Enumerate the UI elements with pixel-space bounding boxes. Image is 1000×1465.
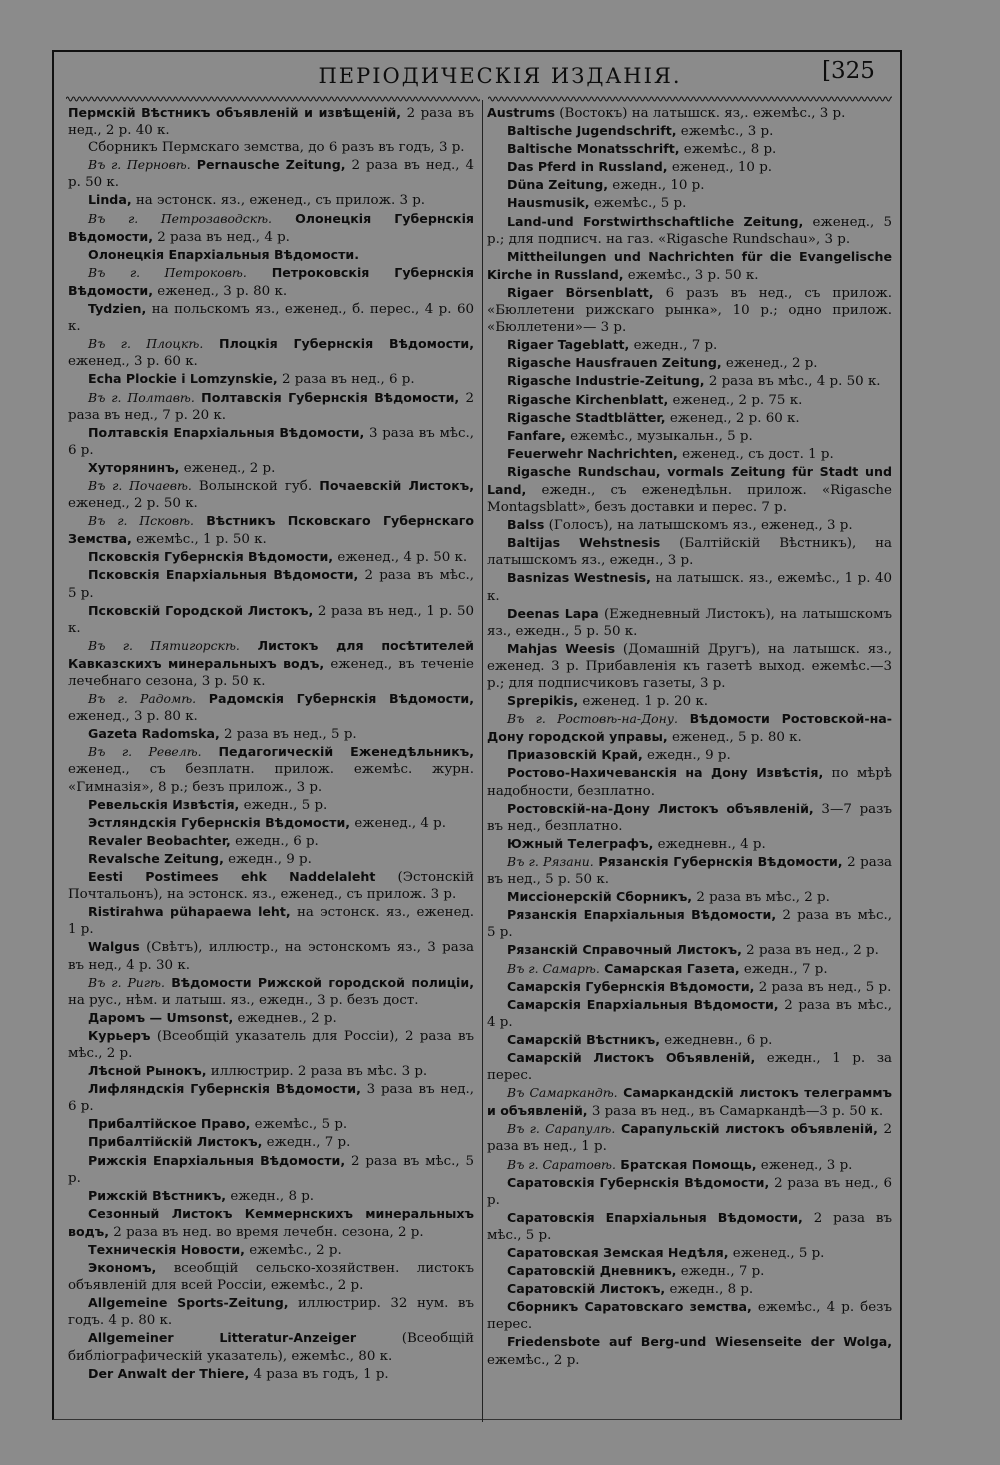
entry-details: еженед., 5 р.; для подписч. на газ. «Rigasche Rundschau», 3 р. — [487, 214, 892, 247]
periodical-entry — [487, 176, 892, 194]
entry-city: Въ г. Самарѣ. — [507, 960, 600, 976]
periodical-entry — [68, 389, 474, 424]
entry-title: Псковскія Губернскія Вѣдомости, — [88, 549, 334, 565]
periodical-entry — [68, 477, 474, 512]
periodical-entry — [68, 974, 474, 1009]
entry-details: ежедн., 7 р. — [262, 1135, 351, 1151]
entry-details: 2 раза въ мѣс., 2 р. — [692, 890, 830, 906]
entry-details: ежемѣс., 2 р. — [487, 1352, 580, 1368]
entry-title: Mittheilungen und Nachrichten für die Evangelische Kirche in Russland, — [487, 248, 892, 282]
entry-title: Рязанскія Епархіальныя Вѣдомости, — [507, 907, 777, 923]
periodical-entry — [68, 814, 474, 832]
periodical-entry — [487, 427, 892, 445]
entry-title: Düna Zeitung, — [507, 177, 609, 193]
periodical-entry — [68, 459, 474, 477]
entry-city: Въ г. Почаевѣ. — [88, 477, 192, 493]
entry-details: 2 раза въ нед., 2 р. — [741, 943, 879, 959]
entry-title: Псковскія Епархіальныя Вѣдомости, — [88, 567, 359, 583]
entry-title: Balss — [507, 517, 545, 533]
periodical-entry — [68, 832, 474, 850]
entry-details: на латышск. яз., ежемѣс., 1 р. 40 к. — [487, 571, 893, 604]
periodical-entry — [68, 246, 474, 264]
entry-details: ежемѣс., 1 р. 50 к. — [131, 532, 267, 548]
entry-title: Feuerwehr Nachrichten, — [507, 445, 678, 461]
entry-title: Приазовскій Край, — [507, 747, 643, 763]
periodical-entry — [487, 1031, 892, 1049]
entry-details: (Балтійскій Вѣстникъ), на латышскомъ яз., ежедн., 3 р. — [487, 536, 893, 569]
entry-details: 2 раза въ нед., 4 р. 50 к. — [68, 158, 474, 191]
entry-details: ежеднев., 2 р. — [233, 1010, 337, 1026]
entry-details: еженед., 3 р. 80 к. — [153, 283, 288, 299]
entry-title: Рижскій Вѣстникъ, — [88, 1187, 227, 1203]
periodical-entry — [487, 1262, 892, 1280]
entry-details: ежедн., 7 р. — [676, 1264, 765, 1280]
entry-title: Eesti Postimees ehk Naddelaleht — [88, 869, 376, 885]
periodical-entry — [68, 424, 474, 459]
entry-details: ежемѣс., 3 р. 50 к. — [623, 267, 759, 283]
entry-details: 2 раза въ нед., 4 р. — [153, 229, 290, 245]
entry-details: иллюстрир. 2 раза въ мѣс. 3 р. — [206, 1064, 428, 1080]
periodical-entry — [487, 1120, 892, 1155]
entry-details: еженед., 10 р. — [667, 160, 773, 176]
entry-details: ежемѣс., музыкальн., 5 р. — [565, 428, 753, 444]
entry-title: Rigasche Stadtblätter, — [507, 409, 666, 425]
entry-details: 2 раза въ нед., 5 р. — [219, 727, 357, 743]
periodical-entry — [68, 210, 474, 246]
page-title: ПЕРІОДИЧЕСКІЯ ИЗДАНІЯ. — [318, 64, 682, 88]
periodical-entry — [68, 1009, 474, 1027]
periodical-entry — [487, 372, 892, 390]
entry-details: ежедн., 7 р. — [629, 338, 718, 354]
periodical-entry — [68, 156, 474, 191]
periodical-entry — [487, 1244, 892, 1262]
periodical-entry — [487, 336, 892, 354]
entry-details: 3—7 разъ въ нед., безплатно. — [487, 801, 892, 834]
column-divider — [482, 100, 483, 1422]
entry-title: Полтавскія Губернскія Вѣдомости, — [194, 389, 460, 405]
entry-title: Linda, — [88, 192, 132, 208]
entry-city: Въ Самаркандѣ. — [507, 1085, 618, 1101]
periodical-entry — [68, 1365, 474, 1383]
entry-title: Сборникъ Саратовскаго земства, — [507, 1299, 752, 1315]
entry-title: Радомскія Губернскія Вѣдомости, — [196, 691, 474, 707]
periodical-entry — [68, 602, 474, 637]
entry-title: Basnizas Westnesis, — [507, 570, 651, 586]
entry-title: Самарскія Губернскія Вѣдомости, — [507, 978, 755, 994]
entry-details: ежедн., 8 р. — [226, 1188, 315, 1204]
periodical-entry — [68, 796, 474, 814]
entry-city: Въ г. Радомѣ. — [88, 691, 197, 707]
periodical-entry — [68, 743, 474, 795]
entry-title: Рязанскія Губернскія Вѣдомости, — [593, 853, 843, 869]
entry-details: на эстонск. яз., еженед. 1 р. — [68, 905, 474, 938]
entry-city: Въ г. Петрозаводскѣ. — [88, 210, 272, 226]
entry-title: Rigasche Hausfrauen Zeitung, — [507, 355, 722, 371]
entry-details: 3 раза въ мѣс., 6 р. — [68, 425, 474, 458]
entry-details: 2 раза въ мѣс., 4 р. 50 к. — [704, 374, 881, 390]
entry-title: Rigaer Börsenblatt, — [507, 284, 654, 300]
periodical-entry — [487, 284, 892, 336]
entry-title: Педагогическій Еженедѣльникъ, — [201, 744, 474, 760]
entry-title: Pernausche Zeitung, — [190, 157, 346, 173]
periodical-entry — [487, 1156, 892, 1174]
periodical-entry — [68, 1329, 474, 1364]
entry-title: Friedensbote auf Berg-und Wiesenseite der Wolga, — [507, 1334, 892, 1350]
entry-details: еженед., съ безплатн. прилож. ежемѣс. журн. «Гимназія», 8 р.; безъ прилож., 3 р. — [68, 762, 474, 795]
entry-details: еженед., 2 р. 60 к. — [665, 410, 800, 426]
entry-details: ежедн., 6 р. — [230, 833, 319, 849]
entry-title: Даромъ — Umsonst, — [88, 1009, 234, 1025]
periodical-entry — [68, 1205, 474, 1241]
right-column — [487, 104, 892, 1369]
periodical-entry — [68, 690, 474, 725]
entry-title: Вѣдомости Рижской городской полиціи, — [164, 974, 474, 990]
periodical-entry — [68, 548, 474, 566]
entry-title: Ростово-Нахичеванскія на Дону Извѣстія, — [507, 765, 824, 781]
entry-title: Ristirahwa pühapaewa leht, — [88, 904, 291, 920]
entry-title: Саратовскій Дневникъ, — [507, 1263, 677, 1279]
periodical-entry — [68, 1259, 474, 1294]
entry-details: (Эстонскій Почтальонъ), на эстонск. яз., еженед., съ прилож. 3 р. — [68, 870, 475, 903]
entry-details: 2 раза въ нед., 5 р. — [754, 979, 892, 995]
entry-title: Самарская Газета, — [599, 960, 740, 976]
entry-details: 3 раза въ нед., въ Самаркандѣ—3 р. 50 к. — [587, 1104, 884, 1120]
page-number: [325 — [822, 58, 875, 84]
periodical-entry — [487, 764, 892, 799]
periodical-entry — [487, 746, 892, 764]
periodical-entry — [68, 264, 474, 300]
entry-city: Въ г. Перновѣ. — [88, 157, 191, 173]
entry-details: ежедн., съ еженедѣльн. прилож. «Rigasche Montagsblatt», безъ доставки и перес. 7 р. — [487, 482, 892, 516]
entry-title: Техническія Новости, — [88, 1242, 245, 1257]
periodical-entry — [487, 158, 892, 176]
entry-details: ежедн., 9 р. — [642, 748, 731, 764]
entry-details: 2 раза въ нед., 2 р. 40 к. — [68, 106, 474, 139]
entry-title: Саратовскія Епархіальныя Вѣдомости, — [507, 1209, 803, 1225]
entry-details: еженед., 2 р. 75 к. — [668, 392, 803, 408]
periodical-entry — [487, 605, 892, 640]
periodical-entry — [68, 104, 474, 139]
periodical-entry — [487, 996, 892, 1031]
periodical-entry — [487, 710, 892, 746]
periodical-entry — [68, 335, 474, 370]
entry-details: Сборникъ Пермскаго земства, до 6 разъ въ годъ, 3 р. — [88, 140, 465, 156]
entry-details: ежедневн., 4 р. — [653, 836, 766, 852]
entry-title: Baltische Monatsschrift, — [507, 141, 680, 157]
entry-title: Лифляндскія Губернскія Вѣдомости, — [88, 1081, 361, 1097]
entry-city: Въ г. Петроковѣ. — [88, 264, 247, 280]
entry-title: Сезонный Листокъ Кеммернскихъ минеральныхъ водъ, — [68, 1205, 474, 1239]
entry-details: на польскомъ яз., еженед., б. перес., 4 р. 60 к. — [68, 302, 474, 335]
entry-details: еженед., 2 р. — [179, 460, 276, 476]
entry-details: (Всеобщій указатель для Россіи), 2 раза въ мѣс., 2 р. — [68, 1028, 474, 1061]
entry-details: еженед., 3 р. 60 к. — [68, 354, 198, 370]
entry-details: 2 раза въ нед., 6 р. — [277, 372, 415, 388]
periodical-entry — [68, 938, 474, 973]
entry-details: еженед., въ теченіе лечебнаго сезона, 3 р. 50 к. — [68, 656, 474, 689]
entry-details: ежемѣс., 5 р. — [250, 1117, 348, 1133]
entry-details: еженед., 2 р. — [721, 356, 818, 372]
entry-title: Revalsche Zeitung, — [88, 850, 224, 866]
periodical-entry — [68, 868, 474, 903]
periodical-entry — [487, 194, 892, 212]
entry-title: Плоцкія Губернскія Вѣдомости, — [203, 336, 474, 352]
entry-title: Fanfare, — [507, 427, 566, 443]
periodical-entry — [68, 637, 474, 690]
periodical-entry — [487, 835, 892, 853]
entry-title: Лѣсной Рынокъ, — [88, 1063, 207, 1079]
entry-title: Rigasche Industrie-Zeitung, — [507, 373, 705, 389]
periodical-entry — [68, 1241, 474, 1259]
entry-city: Въ г. Пятигорскѣ. — [88, 637, 240, 653]
periodical-entry — [487, 104, 892, 122]
periodical-entry — [68, 1062, 474, 1080]
entry-title: Рижскія Епархіальныя Вѣдомости, — [88, 1152, 346, 1168]
periodical-entry — [68, 1133, 474, 1151]
entry-details: ежемѣс., 4 р. безъ перес. — [487, 1300, 892, 1333]
periodical-entry — [68, 1152, 474, 1187]
entry-title: Самарскій Вѣстникъ, — [507, 1031, 661, 1047]
periodical-entry — [487, 692, 892, 710]
entry-details: 2 раза въ нед. во время лечебн. сезона, 2 р. — [109, 1224, 424, 1240]
periodical-entry — [487, 978, 892, 996]
entry-title: Echa Plockie i Lomzynskie, — [88, 371, 278, 387]
entry-title: Курьеръ — [88, 1027, 151, 1043]
entry-title: Tydzien, — [88, 301, 147, 317]
periodical-entry — [487, 516, 892, 534]
entry-details: еженед., 3 р. 80 к. — [68, 709, 198, 725]
entry-title: Rigaer Tageblatt, — [507, 337, 630, 353]
entry-details: 2 раза въ нед., 1 р. — [487, 1122, 892, 1155]
entry-title: Вѣстникъ Псковскаго Губернскаго Земства, — [68, 513, 474, 547]
entry-title: Вѣдомости Ростовской-на-Дону городской управы, — [487, 711, 892, 745]
entry-title: Hausmusik, — [507, 195, 590, 211]
entry-details: еженед., 5 р. 80 к. — [667, 730, 802, 746]
entry-title: Rigasche Kirchenblatt, — [507, 391, 669, 407]
entry-details: еженед., 3 р. — [756, 1157, 853, 1173]
entry-city: Въ г. Рязани. — [507, 853, 594, 869]
entry-details: 6 разъ въ нед., съ прилож. «Бюллетени рижскаго рынка», 10 р.; одно прилож. «Бюллетени»— 3 р. — [487, 285, 892, 336]
entry-details: ежемѣс., 5 р. — [589, 196, 687, 212]
entry-title: Самарскія Епархіальныя Вѣдомости, — [507, 996, 779, 1012]
entry-details: 2 раза въ мѣс., 5 р. — [68, 568, 474, 601]
entry-details: ежедн., 9 р. — [223, 851, 312, 867]
entry-details: еженед., 4 р. — [350, 815, 446, 831]
periodical-entry — [487, 140, 892, 158]
entry-details: Волынской губ. — [191, 478, 313, 494]
periodical-entry — [68, 1187, 474, 1205]
entry-details: ежедн., 1 р. за перес. — [487, 1050, 893, 1084]
entry-details: 3 раза въ нед., 6 р. — [68, 1082, 474, 1115]
entry-details: еженед., 2 р. 50 к. — [68, 496, 198, 512]
entry-title: Южный Телеграфъ, — [507, 835, 654, 851]
entry-title: Петроковскія Губернскія Вѣдомости, — [68, 264, 474, 298]
entry-details: ежемѣс., 8 р. — [679, 142, 777, 158]
entry-title: Саратовская Земская Недѣля, — [507, 1245, 729, 1260]
entry-title: Ревельскія Извѣстія, — [88, 796, 240, 812]
entry-details: ежедн., 5 р. — [239, 797, 328, 813]
entry-title: Walgus — [88, 939, 140, 955]
periodical-entry — [487, 122, 892, 140]
entry-city: Въ г. Ревелѣ. — [88, 744, 202, 760]
entry-city: Въ г. Псковѣ. — [88, 513, 194, 529]
entry-city: Въ г. Ригѣ. — [88, 974, 165, 990]
entry-title: Экономъ, — [88, 1260, 157, 1276]
entry-city: Въ г. Плоцкѣ. — [88, 336, 204, 352]
periodical-entry — [487, 1084, 892, 1120]
entry-title: Sprepikis, — [507, 693, 579, 709]
entry-title: Олонецкія Епархіальныя Вѣдомости. — [88, 246, 360, 262]
periodical-entry — [487, 1174, 892, 1209]
entry-title: Пермскій Вѣстникъ объявленій и извѣщеній, — [68, 105, 402, 120]
periodical-entry — [68, 139, 474, 156]
periodical-entry — [68, 1115, 474, 1133]
entry-details: 2 раза въ мѣс., 4 р. — [487, 997, 893, 1030]
periodical-entry — [487, 1209, 892, 1244]
periodical-entry — [68, 566, 474, 601]
periodical-entry — [68, 370, 474, 388]
entry-title: Рязанскій Справочный Листокъ, — [507, 942, 742, 958]
entry-details: 2 раза въ мѣс., 5 р. — [487, 908, 892, 941]
left-column — [68, 104, 474, 1383]
periodical-entry — [68, 725, 474, 743]
entry-details: 2 раза въ нед., 1 р. 50 к. — [68, 603, 474, 636]
periodical-entry — [68, 512, 474, 548]
entry-details: (Голосъ), на латышскомъ яз., еженед., 3 р. — [544, 518, 853, 534]
entry-details: ежедн., 8 р. — [665, 1282, 754, 1298]
entry-details: (Ежедневный Листокъ), на латышскомъ яз., ежедн., 5 р. 50 к. — [487, 606, 892, 639]
periodical-entry — [487, 409, 892, 427]
entry-title: Rigasche Rundschau, vormals Zeitung für Stadt und Land, — [487, 463, 892, 497]
periodical-entry — [487, 888, 892, 906]
periodical-entry — [487, 445, 892, 463]
entry-city: Въ г. Полтавѣ. — [88, 389, 195, 405]
entry-title: Revaler Beobachter, — [88, 832, 231, 848]
periodical-entry — [487, 1049, 892, 1084]
entry-title: Сарапульскій листокъ объявленій, — [615, 1121, 878, 1137]
entry-title: Эстляндскія Губернскія Вѣдомости, — [88, 814, 351, 830]
entry-details: на эстонск. яз., еженед., съ прилож. 3 р. — [131, 193, 426, 209]
entry-title: Das Pferd in Russland, — [507, 159, 668, 175]
entry-title: Самарскій Листокъ Объявленій, — [507, 1049, 756, 1065]
entry-details: (Востокъ) на латышск. яз,. ежемѣс., 3 р. — [555, 106, 846, 121]
entry-details: (Домашній Другъ), на латышск. яз., еженед. 3 р. Прибавленія къ газетѣ выход. ежемѣс.—3 р.; для подписчиковъ газеты, 3 р. — [487, 641, 892, 691]
entry-title: Псковскій Городской Листокъ, — [88, 602, 314, 618]
entry-title: Allgemeine Sports-Zeitung, — [88, 1295, 289, 1311]
periodical-entry — [487, 853, 892, 888]
periodical-entry — [68, 1080, 474, 1115]
periodical-entry — [487, 391, 892, 409]
entry-details: (Свѣтъ), иллюстр., на эстонскомъ яз., 3 раза въ нед., 4 р. 30 к. — [68, 940, 474, 973]
entry-details: ежедн., 10 р. — [608, 178, 705, 194]
entry-title: Олонецкія Губернскія Вѣдомости, — [68, 210, 474, 244]
entry-city: Въ г. Ростовѣ-на-Дону. — [507, 711, 678, 727]
periodical-entry — [487, 941, 892, 959]
periodical-entry — [487, 1333, 892, 1368]
periodical-entry — [487, 800, 892, 835]
entry-details: иллюстрир. 32 нум. въ годъ. 4 р. 80 к. — [68, 1296, 474, 1329]
periodical-entry — [487, 354, 892, 372]
entry-details: 2 раза въ мѣс., 5 р. — [68, 1153, 474, 1186]
entry-details: ежемѣс., 3 р. — [676, 124, 774, 140]
entry-details: ежедн., 7 р. — [739, 961, 828, 977]
periodical-entry — [68, 903, 474, 938]
entry-details: еженед., съ дост. 1 р. — [677, 446, 834, 462]
entry-title: Ростовскій-на-Дону Листокъ объявленій, — [507, 800, 814, 816]
entry-title: Der Anwalt der Thiere, — [88, 1365, 250, 1381]
entry-title: Baltische Jugendschrift, — [507, 123, 677, 139]
entry-title: Прибалтійскій Листокъ, — [88, 1134, 263, 1150]
periodical-entry — [68, 300, 474, 335]
periodical-entry — [487, 640, 892, 692]
periodical-entry — [68, 191, 474, 209]
entry-details: на рус., нѣм. и латыш. яз., ежедн., 3 р. безъ дост. — [68, 992, 419, 1008]
entry-title: Allgemeiner Litteratur-Anzeiger — [88, 1330, 357, 1346]
periodical-entry — [68, 850, 474, 868]
periodical-entry — [487, 1298, 892, 1333]
entry-details: 4 раза въ годъ, 1 р. — [249, 1366, 389, 1382]
entry-title: Саратовскій Листокъ, — [507, 1281, 666, 1297]
entry-title: Deenas Lapa — [507, 605, 599, 621]
entry-details: по мѣрѣ надобности, безплатно. — [487, 766, 892, 799]
entry-details: ежедневн., 6 р. — [660, 1032, 773, 1048]
entry-title: Самаркандскій листокъ телеграммъ и объявленій, — [487, 1085, 892, 1119]
entry-details: еженед., 5 р. — [728, 1246, 825, 1261]
entry-details: (Всеобщій библіографическій указатель), ежемѣс., 80 к. — [68, 1331, 474, 1364]
entry-title: Братская Помощь, — [615, 1156, 757, 1172]
entry-title: Прибалтійское Право, — [88, 1116, 251, 1132]
periodical-entry — [487, 463, 892, 516]
entry-city: Въ г. Саратовѣ. — [507, 1156, 616, 1172]
entry-title: Полтавскія Епархіальныя Вѣдомости, — [88, 424, 365, 440]
periodical-entry — [487, 1280, 892, 1298]
entry-title: Gazeta Radomska, — [88, 726, 220, 742]
entry-details: 2 раза въ нед., 6 р. — [487, 1175, 892, 1208]
entry-details: еженед. 1 р. 20 к. — [578, 694, 708, 710]
entry-title: Почаевскій Листокъ, — [312, 477, 474, 493]
periodical-entry — [487, 213, 892, 248]
entry-title: Хуторянинъ, — [88, 459, 180, 475]
entry-title: Листокъ для посѣтителей Кавказскихъ минеральныхъ водъ, — [68, 637, 474, 671]
entry-city: Въ г. Сарапулѣ. — [507, 1121, 616, 1137]
entry-title: Land-und Forstwirthschaftliche Zeitung, — [507, 213, 804, 229]
periodical-entry — [487, 569, 892, 604]
entry-details: еженед., 4 р. 50 к. — [333, 550, 468, 566]
periodical-entry — [487, 960, 892, 978]
periodical-entry — [487, 534, 892, 569]
entry-title: Austrums — [487, 105, 556, 120]
entry-details: 2 раза въ нед., 5 р. 50 к. — [487, 854, 892, 888]
periodical-entry — [487, 906, 892, 941]
entry-details: 2 раза въ мѣс., 5 р. — [487, 1210, 892, 1243]
entry-details: 2 раза въ нед., 7 р. 20 к. — [68, 390, 474, 423]
entry-title: Baltijas Wehstnesis — [507, 535, 661, 551]
periodical-entry — [68, 1294, 474, 1329]
entry-title: Саратовскія Губернскія Вѣдомости, — [507, 1174, 770, 1190]
entry-title: Миссіонерскій Сборникъ, — [507, 889, 693, 905]
periodical-entry — [487, 248, 892, 284]
entry-details: всеобщій сельско-хозяйствен. листокъ объявленій для всей Россіи, ежемѣс., 2 р. — [68, 1261, 474, 1294]
periodical-entry — [68, 1027, 474, 1062]
entry-details: ежемѣс., 2 р. — [244, 1243, 342, 1258]
entry-title: Mahjas Weesis — [507, 640, 616, 656]
